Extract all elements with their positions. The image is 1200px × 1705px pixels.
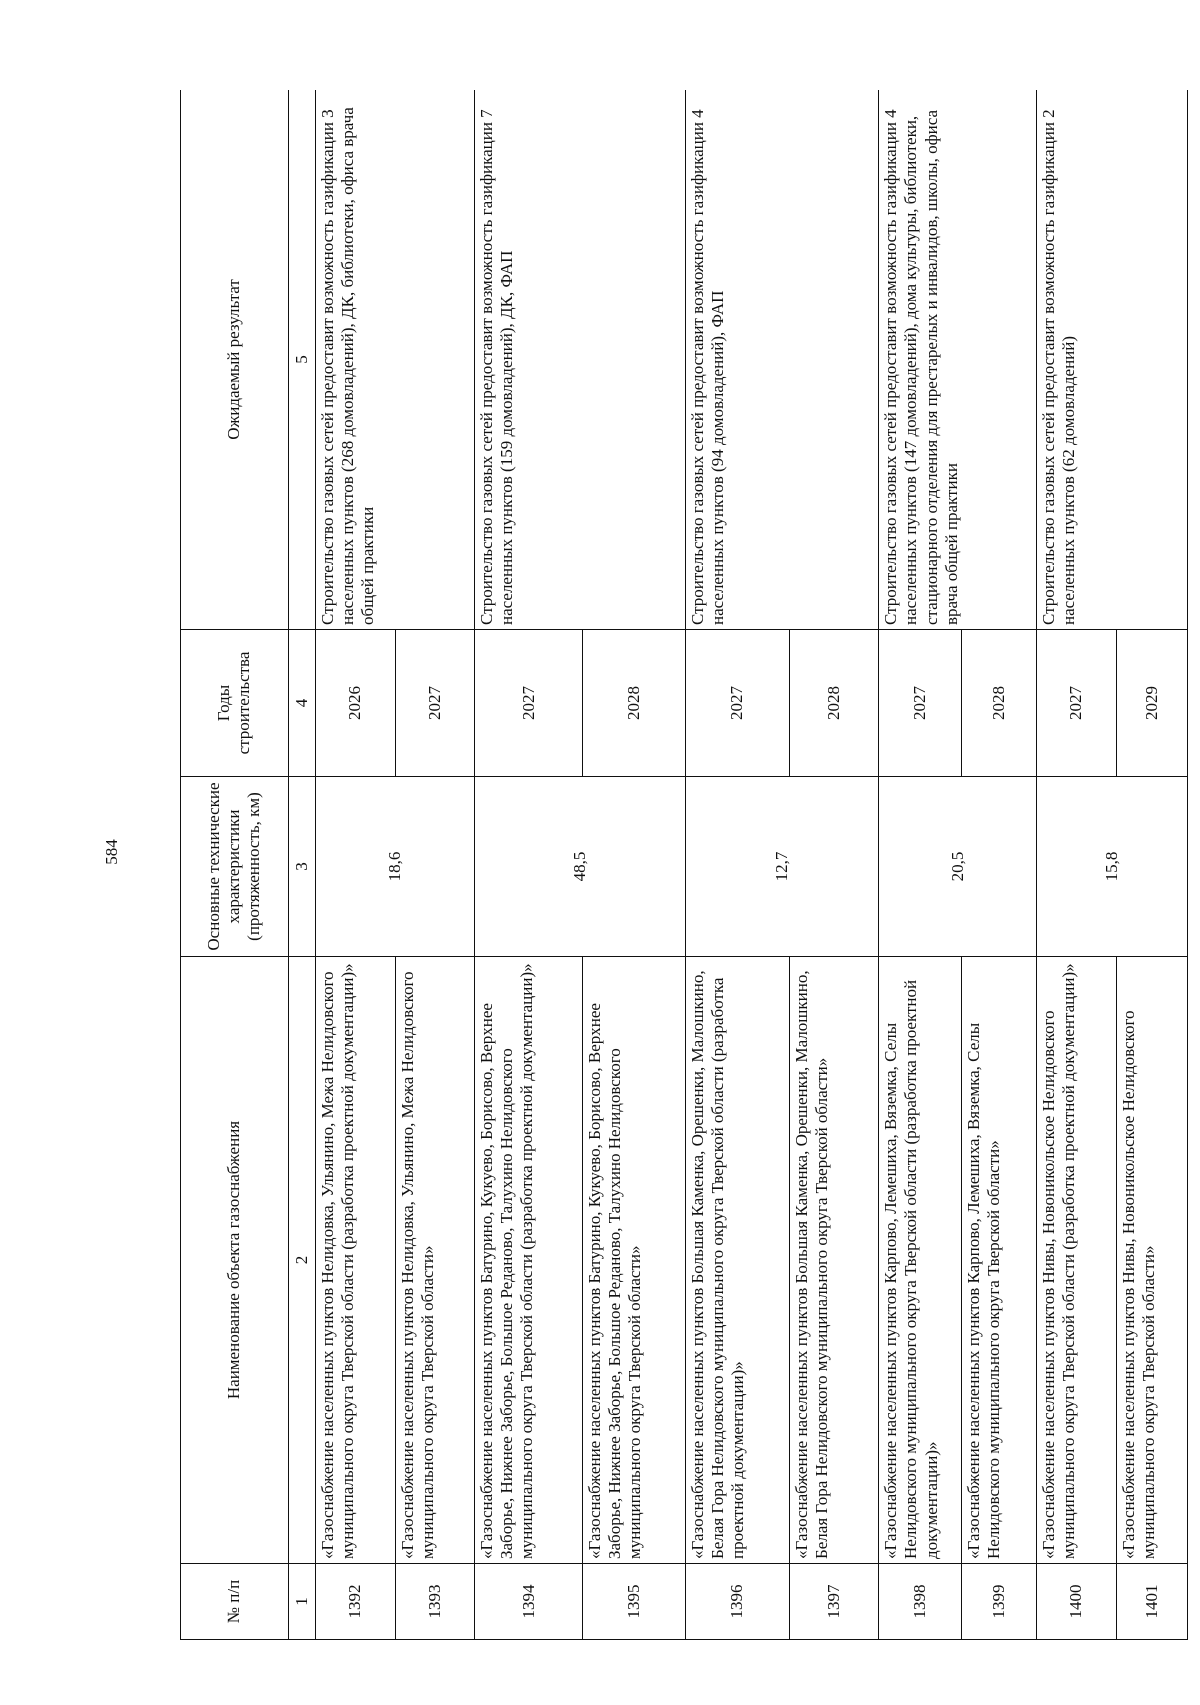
expected-result: Строительство газовых сетей предоставит возможность газификации 3 населенных пунктов (268 домовладений), ДК, библиотеки, офиса врача общей практики xyxy=(315,90,475,630)
gas-supply-table xyxy=(180,90,1188,1640)
expected-result: Строительство газовых сетей предоставит возможность газификации 4 населенных пунктов (94 домовладений), ФАП xyxy=(685,90,879,630)
row-number: 1396 xyxy=(685,1564,789,1640)
table-row xyxy=(685,90,789,1640)
row-number: 1401 xyxy=(1116,1564,1187,1640)
object-name: «Газоснабжение населенных пунктов Нивы, Новоникольское Нелидовского муниципального округа Тверской области (разработка проектной документации)» xyxy=(1036,957,1116,1564)
construction-year: 2028 xyxy=(789,630,879,777)
row-number: 1400 xyxy=(1036,1564,1116,1640)
header-row xyxy=(181,90,289,1640)
construction-year: 2027 xyxy=(685,630,789,777)
row-number: 1392 xyxy=(315,1564,395,1640)
length-value: 18,6 xyxy=(315,777,475,957)
construction-year: 2028 xyxy=(582,630,685,777)
length-value: 20,5 xyxy=(879,777,1036,957)
object-name: «Газоснабжение населенных пунктов Большая Каменка, Орешенки, Малошкино, Белая Гора Нелидовского муниципального округа Тверской области (разработка проектной документации)» xyxy=(685,957,789,1564)
construction-year: 2028 xyxy=(962,630,1036,777)
row-number: 1398 xyxy=(879,1564,962,1640)
table-row xyxy=(315,90,395,1640)
construction-year: 2027 xyxy=(879,630,962,777)
object-name: «Газоснабжение населенных пунктов Нивы, Новоникольское Нелидовского муниципального округа Тверской области» xyxy=(1116,957,1187,1564)
object-name: «Газоснабжение населенных пунктов Карпово, Лемешиха, Вяземка, Селы Нелидовского муниципального округа Тверской области» xyxy=(962,957,1036,1564)
column-index: 1 xyxy=(288,1564,315,1640)
length-value: 48,5 xyxy=(475,777,685,957)
construction-year: 2026 xyxy=(315,630,395,777)
construction-year: 2027 xyxy=(1036,630,1116,777)
column-index: 4 xyxy=(288,630,315,777)
row-number: 1394 xyxy=(475,1564,583,1640)
construction-year: 2027 xyxy=(396,630,475,777)
rotated-table-wrapper xyxy=(180,90,1188,1640)
page-number: 584 xyxy=(102,839,121,865)
column-index: 2 xyxy=(288,957,315,1564)
column-index-row xyxy=(288,90,315,1640)
object-name: «Газоснабжение населенных пунктов Батурино, Кукуево, Борисово, Верхнее Заборье, Нижнее Заборье, Большое Реданово, Талухино Нелидовского муниципального округа Тверской области (разработка проектной документации)» xyxy=(475,957,583,1564)
row-number: 1399 xyxy=(962,1564,1036,1640)
expected-result: Строительство газовых сетей предоставит возможность газификации 7 населенных пунктов (159 домовладений), ДК, ФАП xyxy=(475,90,685,630)
construction-year: 2029 xyxy=(1116,630,1187,777)
object-name: «Газоснабжение населенных пунктов Нелидовка, Ульянино, Межа Нелидовского муниципального округа Тверской области (разработка проектной документации)» xyxy=(315,957,395,1564)
row-number: 1393 xyxy=(396,1564,475,1640)
column-index: 3 xyxy=(288,777,315,957)
object-name: «Газоснабжение населенных пунктов Большая Каменка, Орешенки, Малошкино, Белая Гора Нелидовского муниципального округа Тверской области» xyxy=(789,957,879,1564)
header-object-name: Наименование объекта газоснабжения xyxy=(181,957,289,1564)
landscape-page xyxy=(180,90,1188,1640)
row-number: 1395 xyxy=(582,1564,685,1640)
table-row xyxy=(475,90,583,1640)
expected-result: Строительство газовых сетей предоставит возможность газификации 2 населенных пунктов (62 домовладений) xyxy=(1036,90,1187,630)
expected-result: Строительство газовых сетей предоставит возможность газификации 4 населенных пунктов (147 домовладений), дома культуры, библиотеки, стационарного отделения для престарелых и инвалидов, школы, офиса врача общей практики xyxy=(879,90,1036,630)
header-years: Годы строительства xyxy=(181,630,289,777)
header-length: Основные технические характеристики (протяженность, км) xyxy=(181,777,289,957)
construction-year: 2027 xyxy=(475,630,583,777)
object-name: «Газоснабжение населенных пунктов Нелидовка, Ульянино, Межа Нелидовского муниципального округа Тверской области» xyxy=(396,957,475,1564)
length-value: 15,8 xyxy=(1036,777,1187,957)
header-result: Ожидаемый результат xyxy=(181,90,289,630)
object-name: «Газоснабжение населенных пунктов Батурино, Кукуево, Борисово, Верхнее Заборье, Нижнее Заборье, Большое Реданово, Талухино Нелидовского муниципального округа Тверской области» xyxy=(582,957,685,1564)
table-row xyxy=(1036,90,1116,1640)
table-row xyxy=(879,90,962,1640)
object-name: «Газоснабжение населенных пунктов Карпово, Лемешиха, Вяземка, Селы Нелидовского муниципального округа Тверской области (разработка проектной документации)» xyxy=(879,957,962,1564)
header-number: № п/п xyxy=(181,1564,289,1640)
length-value: 12,7 xyxy=(685,777,879,957)
column-index: 5 xyxy=(288,90,315,630)
row-number: 1397 xyxy=(789,1564,879,1640)
